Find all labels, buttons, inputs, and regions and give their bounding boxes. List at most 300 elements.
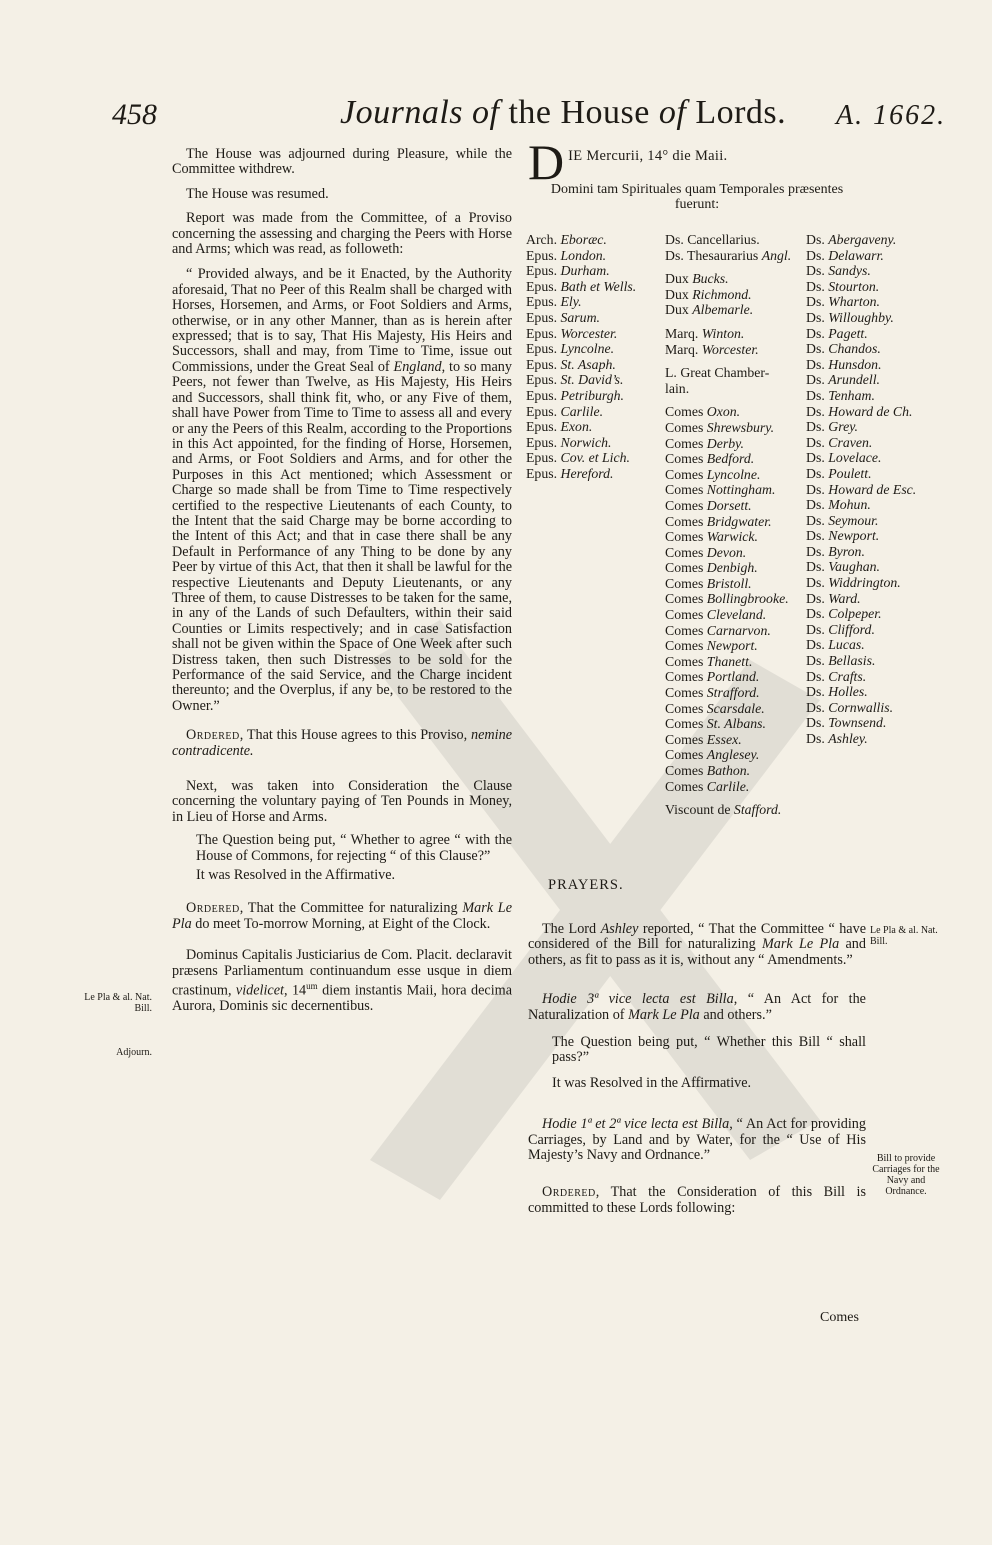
lord-name: Townsend. [828, 715, 887, 731]
attendee-baron [806, 435, 916, 451]
lord-title: Ds. [806, 715, 825, 731]
lord-name: Bathon. [706, 763, 751, 778]
lord-title: Comes [665, 607, 704, 623]
lord-title: Comes [665, 638, 704, 654]
lord-name: Derby. [706, 435, 744, 451]
lord-title: Comes [665, 653, 704, 669]
attendee-baron [806, 388, 916, 404]
lord-title: Comes [665, 529, 704, 545]
attendee-baron [806, 310, 916, 326]
page-number: 458 [112, 98, 157, 131]
lord-name: Bollingbrooke. [706, 591, 789, 607]
attendee-bishop [526, 435, 636, 451]
lord-name: Pagett. [828, 325, 868, 341]
lord-title: Comes [665, 763, 704, 778]
lord-title: Comes [665, 685, 704, 701]
lord-name: Crafts. [828, 668, 867, 684]
running-title-part: of [463, 94, 509, 131]
lord-title: Ds. [806, 621, 825, 637]
lord-name: Lucas. [828, 637, 865, 653]
lord-title: Epus. [526, 356, 558, 372]
lord-title: Epus. [526, 450, 558, 466]
lord-name: Sarum. [560, 309, 600, 325]
lord-name: Craven. [828, 434, 873, 450]
attendee-baron [806, 497, 916, 513]
attendee-baron [806, 700, 916, 716]
carriages-text: , “ An Act for providing Carriages, by Land and by Water, for the “ Use of His Majesty’s Navy and Ordnance.” [528, 1116, 866, 1164]
lord-title: Comes [665, 731, 704, 747]
attendee-noble [665, 381, 791, 397]
lord-name: Dorsett. [706, 497, 752, 513]
margin-note-le-pla-right: Le Pla & al. Nat. Bill. [870, 925, 938, 947]
attendee-baron [806, 404, 916, 420]
attendee-earl [665, 685, 791, 701]
lord-name: Eboræc. [560, 232, 607, 247]
lord-name: Nottingham. [706, 482, 776, 498]
paragraph-adjournment-latin [172, 948, 512, 1014]
attendee-baron [806, 684, 916, 700]
lord-title: Comes [665, 419, 704, 435]
lord-title: Ds. [806, 294, 825, 310]
lord-title: lain. [665, 380, 690, 396]
list-gap [665, 357, 791, 365]
attendee-baron [806, 544, 916, 560]
lord-name: Petriburgh. [560, 387, 624, 403]
lord-name: Lyncolne. [560, 341, 615, 357]
attendee-earl [665, 623, 791, 639]
latin-sup: um [306, 981, 318, 992]
lord-title: Ds. [806, 731, 825, 746]
lord-name: Angl. [761, 247, 792, 263]
attendee-bishop [526, 372, 636, 388]
attendance-barons [806, 232, 916, 747]
latin-b: , 14 [283, 982, 307, 999]
report-c: and others, as fit to pass as it is, without any “ Amendments.” [528, 936, 866, 968]
lord-title: Comes [665, 622, 704, 638]
attendee-noble [665, 287, 791, 303]
lord-name: Durham. [560, 263, 610, 279]
lord-name: Cleveland. [706, 607, 767, 623]
attendee-noble [665, 342, 791, 358]
ordered-text-a: , That the Committee for naturalizing [239, 900, 463, 917]
lord-title: Ds. Thesaurarius [665, 247, 759, 263]
lord-name: Strafford. [706, 685, 760, 701]
list-gap [665, 396, 791, 404]
right-column-body [528, 922, 866, 1216]
lord-name: London. [560, 247, 607, 263]
lord-name: Bedford. [706, 451, 755, 467]
lord-title: Epus. [526, 341, 558, 357]
lord-name: Newport. [828, 528, 880, 544]
attendee-baron [806, 466, 916, 482]
attendee-baron [806, 294, 916, 310]
lord-title: Comes [665, 778, 704, 794]
lord-name: Widdrington. [828, 575, 901, 591]
lord-title: Epus. [526, 278, 558, 294]
attendee-earl [665, 576, 791, 592]
margin-note-carriages: Bill to provide Carriages for the Navy and Ordnance. [872, 1153, 940, 1197]
lord-name: Carlile. [560, 403, 604, 419]
lord-title: Ds. [806, 590, 825, 606]
lord-name: Tenham. [828, 387, 875, 403]
attendee-earl [665, 436, 791, 452]
lord-name: Winton. [701, 325, 745, 341]
attendee-earl [665, 747, 791, 763]
lord-title: Ds. [806, 637, 825, 653]
attendance-bishops [526, 232, 636, 482]
lord-name: Ashley. [828, 731, 868, 746]
ordered-text: , That this House agrees to this Proviso, [239, 727, 472, 744]
lord-title: Ds. [806, 372, 825, 388]
latin-a: Dominus Capitalis Justiciarius de Com. Placit. declaravit præsens Parliamentum continuandum esse usque in diem crastinum, [172, 947, 512, 999]
attendee-baron [806, 341, 916, 357]
margin-note-adjourn: Adjourn. [116, 1047, 152, 1058]
lord-name: Carlile. [706, 778, 750, 794]
lord-title: Ds. [806, 325, 825, 341]
latin-c: diem instantis Maii, hora decima Aurora, Dominis sic decernentibus. [172, 982, 512, 1015]
attendee-baron [806, 263, 916, 279]
report-a: The Lord [542, 921, 601, 937]
lord-title: Epus. [526, 372, 558, 388]
attendee-noble [665, 248, 791, 264]
lord-name: Howard de Ch. [828, 403, 913, 419]
attendee-earl [665, 498, 791, 514]
lord-name: Willoughby. [828, 309, 894, 325]
attendee-earl [665, 404, 791, 420]
attendee-viscount [665, 802, 791, 818]
attendee-baron [806, 669, 916, 685]
lord-title: Ds. [806, 543, 825, 559]
lord-title: Ds. [806, 575, 825, 591]
attendee-noble [665, 271, 791, 287]
paragraph-adjourned: The House was adjourned during Pleasure, while the Committee withdrew. [172, 146, 512, 178]
lord-name: Bath et Wells. [560, 278, 637, 294]
lord-name: Wharton. [828, 294, 880, 310]
lord-name: Grey. [828, 419, 859, 435]
proviso-text [172, 267, 512, 714]
attendee-baron [806, 622, 916, 638]
latin-videlicet: videlicet [235, 982, 284, 999]
lord-name: Exon. [560, 419, 593, 435]
paragraph-ordered-committed [528, 1185, 866, 1216]
catchword: Comes [820, 1310, 859, 1325]
lord-name: Newport. [706, 638, 758, 654]
attendee-baron [806, 637, 916, 653]
paragraph-ordered-committee [172, 901, 512, 932]
lord-title: Comes [665, 560, 704, 576]
ordered-text-b: do meet To-morrow Morning, at Eight of the Clock. [191, 915, 491, 932]
lord-name: Anglesey. [706, 747, 760, 763]
attendee-noble [665, 302, 791, 318]
lord-title: Comes [665, 544, 704, 560]
attendee-earl [665, 669, 791, 685]
attendee-baron [806, 482, 916, 498]
lord-name: Bridgwater. [706, 513, 772, 529]
lord-name: Portland. [706, 669, 760, 685]
lord-title: Ds. [806, 387, 825, 403]
lord-title: Comes [665, 513, 704, 529]
lord-title: Comes [665, 482, 704, 498]
lord-title: Epus. [526, 263, 558, 279]
lord-name: Scarsdale. [706, 700, 765, 716]
year: A. 1662. [836, 100, 947, 131]
lord-title: Ds. [806, 341, 825, 357]
lord-name: Oxon. [706, 404, 741, 420]
lord-title: Ds. [806, 668, 825, 684]
paragraph-question: The Question being put, “ Whether to agree “ with the House of Commons, for rejecting “ of this Clause?” [196, 832, 512, 864]
lord-title: Epus. [526, 387, 558, 403]
lord-name: St. Albans. [706, 716, 766, 732]
lord-title: Epus. [526, 434, 558, 450]
proviso-text-b: , to so many Peers, not fewer than Twelve, as His Majesty, His Heirs and Successors, shall think fit, who, or any Five of them, shall have Power from Time to Time to assess all and every or any the Peers of this Realm, according to the Proportions in this Act appointed, for the finding of Horse, Horsemen, and Arms, or Foot Soldiers and Arms, and for other the Purposes in this Act mentioned; which Assessment or Charge so made shall be from Time to Time respectively certified to the respective Lieutenants of each County, to the Intent that the said Charge may be borne according to the Intent of this Act; and that in case there shall be any Default in Performance of any Thing to be done by any Peer by virtue of this Act, that then it shall be lawful for the respective Lieutenants and Deputy Lieutenants, or any Three of them, to cause Distresses to be taken for the same, in any of the Lands of such Defaulters, within their said Counties or Limits respectively; and in case Satisfaction shall not be given within the Space of One Week after such Distress taken, then such Distresses to be sold for the Performance of the said Service, and the Charge incident thereunto; and the Overplus, if any be, to be restored to the Owner.” [172, 358, 512, 714]
lord-name: St. David’s. [560, 372, 624, 388]
attendee-earl [665, 467, 791, 483]
attendee-baron [806, 606, 916, 622]
attendance-title: Domini tam Spirituales quam Temporales præsentes fuerunt: [550, 182, 844, 212]
attendance-nobles [665, 232, 791, 818]
lord-title: Comes [665, 747, 704, 763]
lord-title: Ds. [806, 232, 825, 247]
lord-title: Ds. Cancellarius. [665, 232, 760, 247]
lord-name: Chandos. [828, 341, 881, 357]
list-gap [665, 794, 791, 802]
attendee-earl [665, 638, 791, 654]
attendee-noble [665, 232, 791, 248]
lord-name: Hereford. [560, 465, 614, 481]
lord-name: Byron. [828, 543, 865, 559]
lord-name: Albemarle. [692, 302, 754, 318]
list-gap [665, 263, 791, 271]
lord-name: Bristoll. [706, 575, 752, 591]
lord-title: Comes [665, 716, 704, 732]
lord-title: Viscount de [665, 802, 731, 818]
attendee-earl [665, 732, 791, 748]
lord-title: Ds. [806, 559, 825, 575]
ordered-label: Ordered [186, 727, 240, 744]
lord-title: Ds. [806, 450, 825, 466]
paragraph-third-reading [528, 992, 866, 1023]
lord-title: Epus. [526, 419, 558, 435]
lord-name: Ward. [828, 590, 861, 606]
lord-name: Clifford. [828, 621, 875, 637]
lord-name: Warwick. [706, 529, 759, 545]
paragraph-next-clause: Next, was taken into Consideration the Clause concerning the voluntary paying of Ten Pounds in Money, in Lieu of Horse and Arms. [172, 778, 512, 825]
sitting-date: IE Mercurii, 14° die Maii. [568, 148, 728, 164]
lord-title: Epus. [526, 309, 558, 325]
lord-name: Shrewsbury. [706, 419, 775, 435]
lord-name: Lovelace. [828, 450, 882, 466]
running-title-part: Journals [340, 94, 463, 131]
reading-b: and others.” [699, 1006, 772, 1023]
attendee-bishop [526, 341, 636, 357]
lord-title: Ds. [806, 309, 825, 325]
person-name: Mark Le Pla [172, 900, 512, 932]
paragraph-report: Report was made from the Committee, of a Proviso concerning the assessing and charging the Peers with Horse and Arms; which was read, as followeth: [172, 210, 512, 258]
attendee-bishop [526, 404, 636, 420]
attendee-bishop [526, 294, 636, 310]
lord-title: Ds. [806, 528, 825, 544]
lord-title: Ds. [806, 419, 825, 435]
lord-name: Cov. et Lich. [560, 450, 630, 466]
lord-title: Comes [665, 497, 704, 513]
attendee-baron [806, 279, 916, 295]
lord-title: Ds. [806, 512, 825, 528]
list-gap [665, 318, 791, 326]
lord-name: Norwich. [560, 434, 612, 450]
lord-name: Richmond. [692, 286, 752, 302]
attendee-earl [665, 514, 791, 530]
lord-title: Comes [665, 435, 704, 451]
attendee-earl [665, 607, 791, 623]
lord-title: Ds. [806, 497, 825, 513]
lord-name: Ely. [560, 294, 582, 310]
attendee-baron [806, 575, 916, 591]
lord-title: Epus. [526, 247, 558, 263]
lord-name: Worcester. [560, 325, 618, 341]
attendee-baron [806, 450, 916, 466]
sitting-heading [528, 134, 866, 190]
running-title [340, 94, 786, 132]
ordered-label: Ordered [186, 900, 240, 917]
running-title-part: the [508, 94, 552, 131]
lord-name: Sandys. [828, 263, 871, 279]
attendee-earl [665, 779, 791, 795]
lord-title: Comes [665, 451, 704, 467]
paragraph-resolved: It was Resolved in the Affirmative. [196, 867, 396, 884]
margin-note-le-pla: Le Pla & al. Nat. Bill. [84, 992, 152, 1014]
lord-name: Thanett. [706, 653, 753, 669]
lord-name: Stourton. [828, 278, 880, 294]
attendee-baron [806, 357, 916, 373]
attendee-bishop [526, 450, 636, 466]
attendee-earl [665, 591, 791, 607]
ordered-text: , That the Consideration of this Bill is committed to these Lords following: [528, 1184, 866, 1216]
lord-name: Lyncolne. [706, 466, 761, 482]
lord-title: Ds. [806, 247, 825, 263]
lord-title: Dux [665, 302, 689, 318]
attendee-bishop [526, 466, 636, 482]
lord-name: Bellasis. [828, 653, 876, 669]
lord-name: Stafford. [733, 802, 782, 818]
person-name: Ashley [600, 921, 639, 937]
lord-name: Vaughan. [828, 559, 880, 575]
lord-title: Ds. [806, 356, 825, 372]
lord-name: Arundell. [828, 372, 880, 388]
paragraph-ordered-proviso [172, 728, 512, 759]
attendee-earl [665, 560, 791, 576]
lord-name: Abergaveny. [828, 232, 897, 247]
lord-title: Marq. [665, 341, 699, 357]
paragraph-resolved-pass: It was Resolved in the Affirmative. [552, 1074, 752, 1091]
lord-name: Poulett. [828, 465, 872, 481]
attendee-earl [665, 716, 791, 732]
lord-name: Devon. [706, 544, 747, 560]
lord-title: Ds. [806, 481, 825, 497]
attendee-bishop [526, 357, 636, 373]
lord-name: Essex. [706, 731, 742, 747]
lord-title: Epus. [526, 294, 558, 310]
attendee-noble [665, 365, 791, 381]
lord-title: Comes [665, 466, 704, 482]
lord-title: Ds. [806, 434, 825, 450]
attendee-earl [665, 482, 791, 498]
hodie-phrase: Hodie 1ª et 2ª vice lecta est Billa [542, 1116, 730, 1133]
report-b: reported, “ That the Committee “ have considered of the Bill for naturalizing [528, 921, 866, 953]
person-name: Mark Le Pla [761, 936, 840, 953]
person-name: Mark Le Pla [628, 1006, 700, 1023]
attendee-bishop [526, 310, 636, 326]
attendee-earl [665, 451, 791, 467]
lord-name: Denbigh. [706, 560, 758, 576]
nemine-contradicente: nemine contradicente. [172, 727, 512, 759]
lord-title: Epus. [526, 403, 558, 419]
attendee-earl [665, 420, 791, 436]
lord-name: Hunsdon. [828, 356, 882, 372]
lord-title: Comes [665, 575, 704, 591]
reading-a: , “ An Act for the Naturalization of [528, 991, 866, 1023]
paragraph-carriages-bill [528, 1117, 866, 1163]
attendee-noble [665, 326, 791, 342]
lord-name: Holles. [828, 684, 868, 700]
attendee-earl [665, 654, 791, 670]
attendee-bishop [526, 419, 636, 435]
lord-name: Delawarr. [828, 247, 884, 263]
running-title-part: Lords. [686, 94, 787, 131]
lord-title: Comes [665, 404, 704, 420]
attendee-baron [806, 528, 916, 544]
lord-title: Dux [665, 271, 689, 287]
lord-name: Carnarvon. [706, 622, 771, 638]
lord-title: Ds. [806, 263, 825, 279]
attendee-baron [806, 731, 916, 747]
lord-title: Arch. [526, 232, 558, 247]
attendee-baron [806, 419, 916, 435]
lord-title: Ds. [806, 278, 825, 294]
attendee-earl [665, 529, 791, 545]
attendee-baron [806, 326, 916, 342]
paragraph-ashley-report [528, 922, 866, 968]
attendee-baron [806, 653, 916, 669]
paragraph-question-pass: The Question being put, “ Whether this Bill “ shall pass?” [552, 1034, 866, 1066]
attendee-earl [665, 763, 791, 779]
attendee-bishop [526, 248, 636, 264]
lord-name: Howard de Esc. [828, 481, 917, 497]
lord-name: Cornwallis. [828, 699, 894, 715]
lord-title: Epus. [526, 325, 558, 341]
proviso-text-a: “ Provided always, and be it Enacted, by the Authority aforesaid, That no Peer of this Realm shall be charged with Horses, Horsemen, and Arms, or Foot Soldiers and Arms, otherwise, or in any other Manner, than as is herein after expressed; that is to say, That His Majesty, His Heirs and Successors, shall and may, from Time to Time, issue out Commissions, under the Great Seal of [172, 266, 512, 375]
attendee-bishop [526, 263, 636, 279]
lord-name: Colpeper. [828, 606, 882, 622]
attendee-bishop [526, 232, 636, 248]
left-column [172, 147, 512, 1015]
lord-title: Ds. [806, 606, 825, 622]
drop-cap: D [528, 134, 565, 190]
lord-title: Comes [665, 591, 704, 607]
attendee-earl [665, 701, 791, 717]
prayers-heading: PRAYERS. [548, 877, 624, 893]
proviso-text-england: England [393, 358, 442, 375]
attendee-bishop [526, 279, 636, 295]
attendee-bishop [526, 326, 636, 342]
lord-title: Dux [665, 286, 689, 302]
lord-title: Ds. [806, 403, 825, 419]
lord-title: Ds. [806, 465, 825, 481]
running-title-part: House [551, 94, 659, 131]
lord-name: Bucks. [692, 271, 729, 287]
paragraph-resumed: The House was resumed. [186, 185, 329, 202]
lord-title: Comes [665, 669, 704, 685]
attendee-baron [806, 248, 916, 264]
